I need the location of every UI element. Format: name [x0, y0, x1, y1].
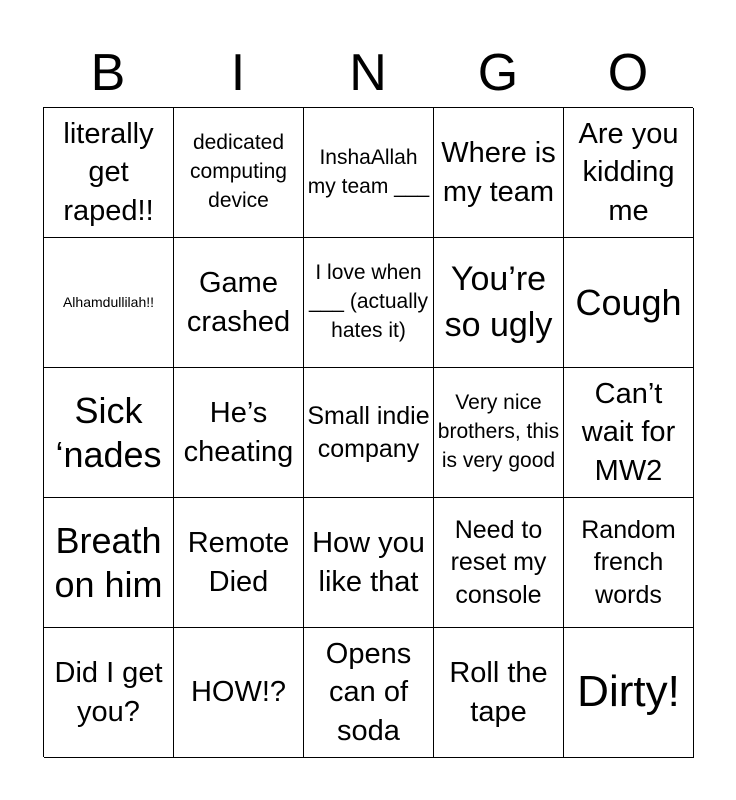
header-letter-i: I — [230, 44, 246, 102]
bingo-header — [43, 40, 693, 106]
header-letter-n: N — [349, 44, 387, 102]
bingo-board — [43, 107, 693, 757]
bingo-cell-r5-c3[interactable] — [304, 628, 434, 758]
cell-text: Did I get you? — [54, 657, 163, 728]
cell-text: Can’t wait for MW2 — [581, 378, 676, 487]
cell-text: dedicated computing device — [190, 131, 287, 212]
cell-text: Game crashed — [186, 267, 291, 338]
cell-text: I love when ___ (actually hates it) — [308, 261, 429, 342]
bingo-cell-r1-c1[interactable] — [44, 108, 174, 238]
cell-text: How you like that — [312, 527, 425, 598]
bingo-cell-r2-c3[interactable] — [304, 238, 434, 368]
cell-text: Cough — [575, 281, 682, 323]
bingo-cell-r3-c3[interactable] — [304, 368, 434, 498]
cell-text: Random french words — [581, 515, 676, 609]
bingo-cell-r2-c2[interactable] — [174, 238, 304, 368]
bingo-cell-r2-c5[interactable] — [564, 238, 694, 368]
header-letter-g: G — [477, 44, 519, 102]
cell-text: Opens can of soda — [325, 638, 412, 747]
cell-text: Alhamdullilah!! — [62, 294, 155, 311]
bingo-cell-r1-c3[interactable] — [304, 108, 434, 238]
bingo-cell-r3-c5[interactable] — [564, 368, 694, 498]
cell-text: Very nice brothers, this is very good — [437, 391, 560, 472]
cell-text: Where is my team — [441, 137, 556, 208]
cell-text: Dirty! — [577, 667, 680, 717]
bingo-cell-r4-c1[interactable] — [44, 498, 174, 628]
cell-text: literally get raped!! — [63, 118, 154, 227]
bingo-cell-r1-c2[interactable] — [174, 108, 304, 238]
bingo-cell-r3-c1[interactable] — [44, 368, 174, 498]
bingo-cell-r1-c4[interactable] — [434, 108, 564, 238]
bingo-cell-r4-c3[interactable] — [304, 498, 434, 628]
cell-text: Are you kidding me — [578, 118, 679, 227]
bingo-cell-r4-c2[interactable] — [174, 498, 304, 628]
cell-text: You’re so ugly — [444, 259, 553, 344]
cell-text: Roll the tape — [449, 657, 548, 728]
cell-text: Remote Died — [187, 527, 290, 598]
bingo-cell-r3-c2[interactable] — [174, 368, 304, 498]
header-letter-o: O — [607, 44, 649, 102]
bingo-cell-r5-c2[interactable] — [174, 628, 304, 758]
bingo-cell-r4-c5[interactable] — [564, 498, 694, 628]
cell-text: Sick ‘nades — [55, 390, 162, 475]
cell-text: Small indie company — [307, 402, 430, 463]
bingo-cell-r5-c5[interactable] — [564, 628, 694, 758]
bingo-cell-r3-c4[interactable] — [434, 368, 564, 498]
bingo-cell-r1-c5[interactable] — [564, 108, 694, 238]
bingo-cell-r5-c1[interactable] — [44, 628, 174, 758]
bingo-cell-r2-c1[interactable] — [44, 238, 174, 368]
bingo-cell-r4-c4[interactable] — [434, 498, 564, 628]
bingo-cell-r2-c4[interactable] — [434, 238, 564, 368]
cell-text: He’s cheating — [183, 397, 294, 468]
bingo-cell-r5-c4[interactable] — [434, 628, 564, 758]
cell-text: Breath on him — [54, 520, 163, 605]
cell-text: HOW!? — [190, 676, 287, 709]
cell-text: InshaAllah my team ___ — [307, 145, 430, 198]
cell-text: Need to reset my console — [450, 515, 547, 609]
header-letter-b: B — [90, 44, 126, 102]
